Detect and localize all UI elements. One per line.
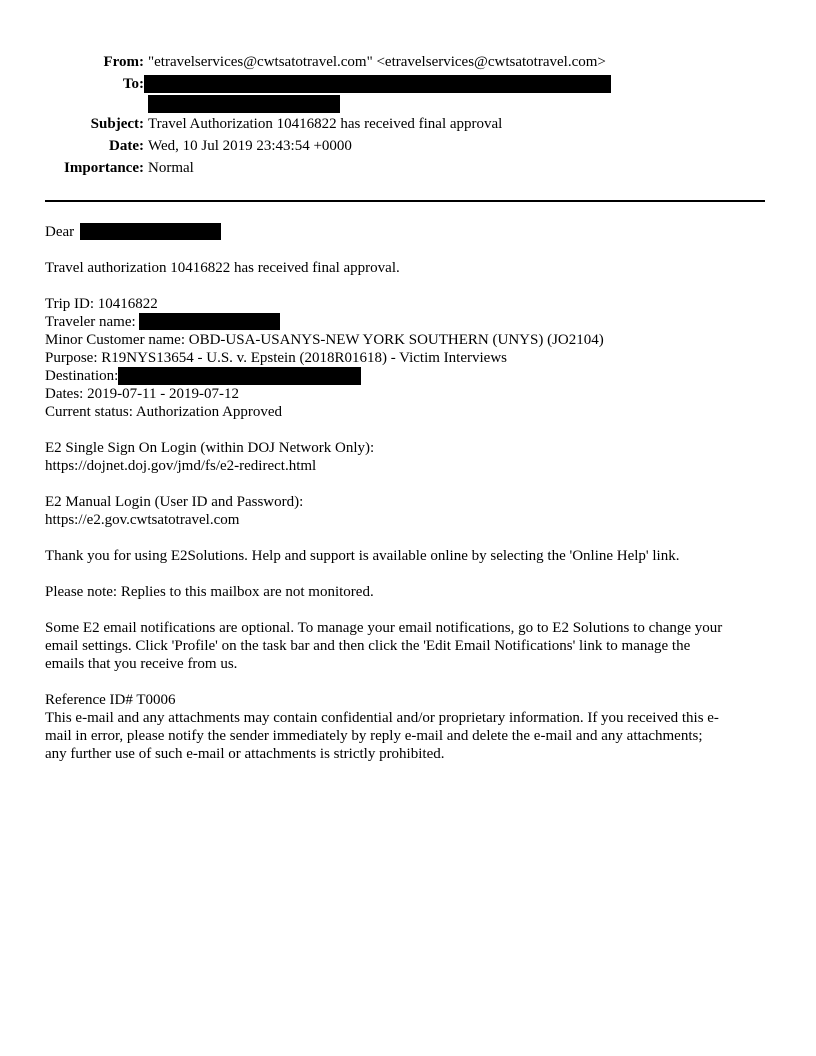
optional-notifications (45, 619, 773, 673)
reference-block (45, 691, 773, 763)
importance-label: Importance: (64, 160, 144, 176)
redaction-to-line-1 (144, 75, 611, 93)
to-row (0, 75, 816, 115)
subject-row (0, 115, 816, 137)
disclaimer-line-1: This e-mail and any attachments may contain confidential and/or proprietary information. If you received this e- (45, 710, 719, 726)
trip-details (45, 295, 773, 421)
traveler-label: Traveler name: (45, 314, 136, 330)
sso-url: https://dojnet.doj.gov/jmd/fs/e2-redirect.html (45, 458, 317, 474)
mailbox-note: Please note: Replies to this mailbox are not monitored. (45, 584, 374, 600)
manual-title: E2 Manual Login (User ID and Password): (45, 494, 304, 510)
manual-url: https://e2.gov.cwtsatotravel.com (45, 512, 240, 528)
disclaimer-line-3: any further use of such e-mail or attachments is strictly prohibited. (45, 746, 445, 762)
to-label: To: (122, 76, 144, 92)
from-value: "etravelservices@cwtsatotravel.com" <etravelservices@cwtsatotravel.com> (148, 54, 606, 70)
redaction-traveler-name (139, 313, 280, 330)
reference-id: Reference ID# T0006 (45, 692, 176, 708)
current-status: Current status: Authorization Approved (45, 404, 283, 420)
importance-row (0, 159, 816, 181)
manual-login-block (45, 493, 773, 529)
destination-label: Destination: (45, 368, 119, 384)
trip-id: Trip ID: 10416822 (45, 296, 158, 312)
from-label: From: (103, 54, 144, 70)
redaction-destination (118, 367, 361, 385)
optional-line-1: Some E2 email notifications are optional. To manage your email notifications, go to E2 Solutions to change your (45, 620, 723, 636)
sso-title: E2 Single Sign On Login (within DOJ Network Only): (45, 440, 375, 456)
intro-text: Travel authorization 10416822 has received final approval. (45, 260, 400, 276)
minor-customer: Minor Customer name: OBD-USA-USANYS-NEW YORK SOUTHERN (UNYS) (JO2104) (45, 332, 604, 348)
traveler-line (45, 313, 773, 331)
redaction-to-line-2 (148, 95, 340, 113)
date-value: Wed, 10 Jul 2019 23:43:54 +0000 (148, 138, 352, 154)
from-row (0, 53, 816, 75)
optional-line-2: email settings. Click 'Profile' on the task bar and then click the 'Edit Email Notifications' link to manage the (45, 638, 691, 654)
header-divider (45, 200, 765, 202)
disclaimer-line-2: mail in error, please notify the sender immediately by reply e-mail and delete the e-mail and any attachments; (45, 728, 703, 744)
purpose: Purpose: R19NYS13654 - U.S. v. Epstein (2018R01618) - Victim Interviews (45, 350, 507, 366)
email-body (45, 223, 773, 781)
date-label: Date: (109, 138, 144, 154)
subject-value: Travel Authorization 10416822 has received final approval (148, 116, 503, 132)
date-row (0, 137, 816, 159)
redaction-recipient-name (80, 223, 221, 240)
importance-value: Normal (148, 160, 194, 176)
greeting: Dear (45, 224, 75, 240)
sso-login-block (45, 439, 773, 475)
destination-line (45, 367, 773, 385)
greeting-line (45, 223, 773, 241)
optional-line-3: emails that you receive from us. (45, 656, 238, 672)
subject-label: Subject: (90, 116, 144, 132)
email-header (0, 53, 816, 181)
thanks-text: Thank you for using E2Solutions. Help and support is available online by selecting the 'Online Help' link. (45, 548, 680, 564)
dates: Dates: 2019-07-11 - 2019-07-12 (45, 386, 239, 402)
